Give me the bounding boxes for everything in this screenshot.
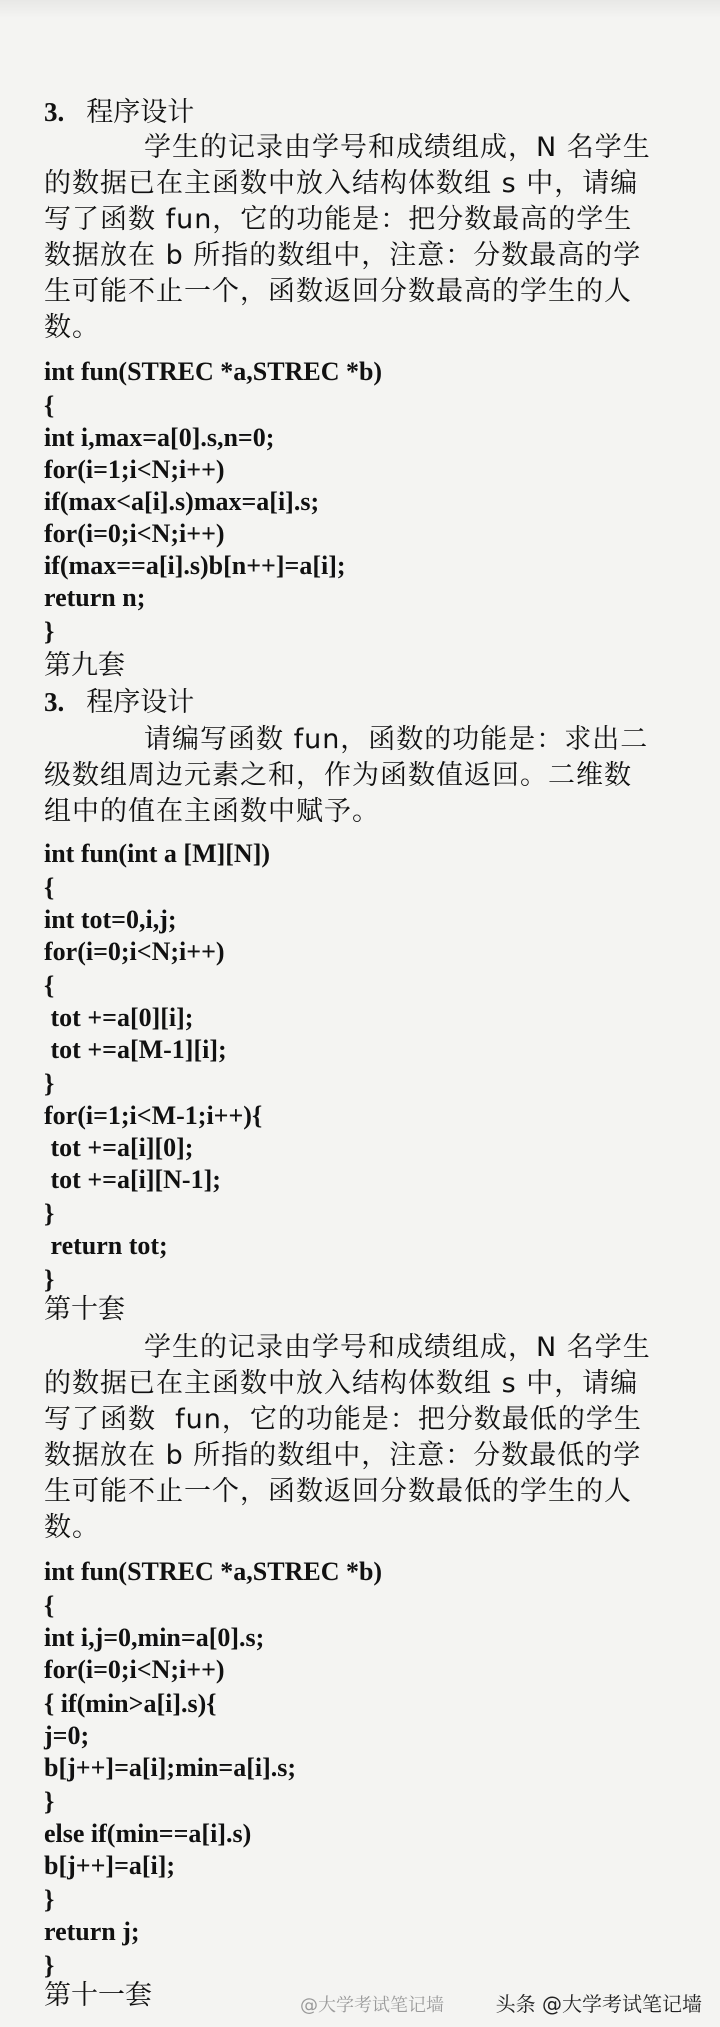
code-line: { [44, 1591, 55, 1620]
code-line: int fun(STREC *a,STREC *b) [44, 357, 383, 386]
code-line: return tot; [44, 1231, 168, 1260]
paragraph-line: 请编写函数 fun，函数的功能是：求出二 [144, 724, 649, 755]
paragraph-line: 数。 [44, 1512, 100, 1543]
code-line: tot +=a[i][0]; [44, 1133, 194, 1162]
section-heading [44, 686, 194, 719]
code-line: tot +=a[M-1][i]; [44, 1035, 227, 1064]
code-line: j=0; [44, 1721, 90, 1750]
code-line: } [44, 1787, 55, 1816]
code-line: } [44, 1885, 55, 1914]
code-line: } [44, 1265, 55, 1294]
code-line: if(max==a[i].s)b[n++]=a[i]; [44, 551, 346, 580]
set-heading: 第九套 [44, 650, 125, 681]
code-line: int fun(int a [M][N]) [44, 839, 271, 868]
paragraph-line: 写了函数 fun，它的功能是：把分数最高的学生 [44, 204, 633, 235]
code-line: else if(min==a[i].s) [44, 1819, 252, 1848]
code-line: b[j++]=a[i]; [44, 1851, 176, 1880]
code-line: } [44, 617, 55, 646]
paragraph-line: 级数组周边元素之和，作为函数值返回。二维数 [44, 760, 632, 791]
paragraph-line: 的数据已在主函数中放入结构体数组 s 中，请编 [44, 168, 639, 199]
code-line: { [44, 873, 55, 902]
code-line: for(i=0;i<N;i++) [44, 1655, 225, 1684]
code-line: for(i=0;i<N;i++) [44, 519, 225, 548]
paragraph-line: 学生的记录由学号和成绩组成，N 名学生 [144, 132, 651, 163]
code-line: } [44, 1951, 55, 1980]
code-line: return j; [44, 1917, 140, 1946]
code-line: { [44, 971, 55, 1000]
code-line: { if(min>a[i].s){ [44, 1689, 217, 1718]
code-line: b[j++]=a[i];min=a[i].s; [44, 1753, 297, 1782]
code-line: int fun(STREC *a,STREC *b) [44, 1557, 383, 1586]
section-heading [44, 96, 194, 129]
code-line: tot +=a[i][N-1]; [44, 1165, 221, 1194]
paragraph-line: 组中的值在主函数中赋予。 [44, 796, 380, 827]
code-line: } [44, 1199, 55, 1228]
code-line: int i,max=a[0].s,n=0; [44, 423, 275, 452]
paragraph-line: 数。 [44, 312, 100, 343]
faint-watermark: @大学考试笔记墙 [300, 1995, 444, 2016]
code-line: int tot=0,i,j; [44, 905, 177, 934]
section-number: 3. [44, 687, 65, 717]
paragraph-line: 生可能不止一个，函数返回分数最低的学生的人 [44, 1476, 632, 1507]
code-line: int i,j=0,min=a[0].s; [44, 1623, 265, 1652]
section-title: 程序设计 [86, 687, 195, 718]
code-line: for(i=1;i<N;i++) [44, 455, 225, 484]
code-line: { [44, 391, 55, 420]
set-heading: 第十套 [44, 1294, 125, 1325]
code-line: if(max<a[i].s)max=a[i].s; [44, 487, 320, 516]
paragraph-line: 的数据已在主函数中放入结构体数组 s 中，请编 [44, 1368, 639, 1399]
code-line: return n; [44, 583, 146, 612]
watermark: 头条 @大学考试笔记墙 [495, 1992, 702, 2016]
code-line: for(i=1;i<M-1;i++){ [44, 1101, 263, 1130]
section-title: 程序设计 [86, 97, 195, 128]
code-line: tot +=a[0][i]; [44, 1003, 194, 1032]
paragraph-line: 写了函数 fun，它的功能是：把分数最低的学生 [44, 1404, 642, 1435]
paragraph-line: 数据放在 b 所指的数组中，注意：分数最低的学 [44, 1440, 642, 1471]
section-number: 3. [44, 97, 65, 127]
code-line: } [44, 1069, 55, 1098]
paragraph-line: 学生的记录由学号和成绩组成，N 名学生 [144, 1332, 651, 1363]
set-heading: 第十一套 [44, 1980, 152, 2011]
paragraph-line: 生可能不止一个，函数返回分数最高的学生的人 [44, 276, 632, 307]
code-line: for(i=0;i<N;i++) [44, 937, 225, 966]
paragraph-line: 数据放在 b 所指的数组中，注意：分数最高的学 [44, 240, 642, 271]
